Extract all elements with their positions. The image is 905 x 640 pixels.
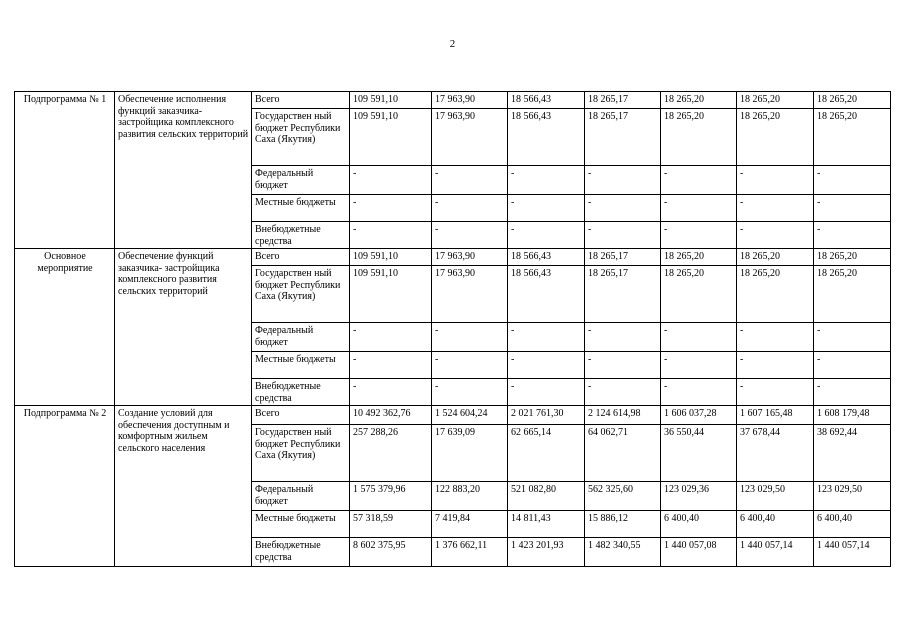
page-number: 2 — [449, 38, 456, 50]
amount-cell: 15 886,12 — [585, 511, 661, 538]
amount-cell: - — [508, 379, 585, 406]
program-description: Обеспечение функций заказчика- застройщика комплексного развития сельских территорий — [115, 249, 252, 406]
amount-cell: 18 265,20 — [814, 266, 891, 323]
amount-cell: 37 678,44 — [737, 425, 814, 482]
amount-cell: 6 400,40 — [737, 511, 814, 538]
amount-cell: 1 376 662,11 — [432, 538, 508, 567]
amount-cell: 18 265,20 — [661, 266, 737, 323]
amount-cell: 6 400,40 — [814, 511, 891, 538]
amount-cell: 1 524 604,24 — [432, 406, 508, 425]
amount-cell: - — [737, 323, 814, 352]
amount-cell: - — [737, 195, 814, 222]
amount-cell: - — [814, 323, 891, 352]
amount-cell: - — [508, 195, 585, 222]
budget-table — [14, 91, 891, 567]
amount-cell: 1 423 201,93 — [508, 538, 585, 567]
amount-cell: - — [432, 166, 508, 195]
table-row — [15, 92, 891, 109]
amount-cell: 2 021 761,30 — [508, 406, 585, 425]
amount-cell: 123 029,50 — [737, 482, 814, 511]
amount-cell: 109 591,10 — [350, 266, 432, 323]
amount-cell: - — [508, 352, 585, 379]
amount-cell: 18 265,20 — [737, 109, 814, 166]
amount-cell: - — [814, 166, 891, 195]
amount-cell: 18 566,43 — [508, 109, 585, 166]
amount-cell: 18 265,20 — [737, 266, 814, 323]
amount-cell: 38 692,44 — [814, 425, 891, 482]
amount-cell: - — [585, 323, 661, 352]
amount-cell: 10 492 362,76 — [350, 406, 432, 425]
amount-cell: 18 265,17 — [585, 249, 661, 266]
amount-cell: - — [350, 379, 432, 406]
funding-source: Внебюджетные средства — [252, 379, 350, 406]
amount-cell: - — [585, 195, 661, 222]
amount-cell: 18 265,20 — [661, 92, 737, 109]
funding-source: Государствен ный бюджет Республики Саха (Якутия) — [252, 425, 350, 482]
funding-source: Всего — [252, 249, 350, 266]
amount-cell: - — [432, 195, 508, 222]
program-description: Создание условий для обеспечения доступным и комфортным жильем сельского населения — [115, 406, 252, 567]
funding-source: Внебюджетные средства — [252, 538, 350, 567]
amount-cell: - — [350, 323, 432, 352]
amount-cell: 1 575 379,96 — [350, 482, 432, 511]
amount-cell: 1 440 057,08 — [661, 538, 737, 567]
amount-cell: - — [432, 352, 508, 379]
amount-cell: - — [432, 323, 508, 352]
amount-cell: 18 566,43 — [508, 249, 585, 266]
amount-cell: 1 607 165,48 — [737, 406, 814, 425]
amount-cell: 123 029,50 — [814, 482, 891, 511]
amount-cell: - — [814, 222, 891, 249]
amount-cell: - — [508, 222, 585, 249]
amount-cell: 122 883,20 — [432, 482, 508, 511]
amount-cell: - — [350, 166, 432, 195]
amount-cell: 18 265,20 — [661, 109, 737, 166]
amount-cell: 521 082,80 — [508, 482, 585, 511]
amount-cell: 18 265,20 — [737, 92, 814, 109]
amount-cell: 1 440 057,14 — [737, 538, 814, 567]
amount-cell: 17 963,90 — [432, 92, 508, 109]
amount-cell: 8 602 375,95 — [350, 538, 432, 567]
table-row — [15, 406, 891, 425]
amount-cell: - — [814, 352, 891, 379]
amount-cell: 14 811,43 — [508, 511, 585, 538]
amount-cell: 1 440 057,14 — [814, 538, 891, 567]
amount-cell: 18 265,20 — [814, 109, 891, 166]
amount-cell: - — [508, 323, 585, 352]
amount-cell: - — [585, 166, 661, 195]
amount-cell: 7 419,84 — [432, 511, 508, 538]
program-description: Обеспечение исполнения функций заказчика- застройщика комплексного развития сельских территорий — [115, 92, 252, 249]
amount-cell: - — [350, 195, 432, 222]
table-row — [15, 249, 891, 266]
amount-cell: 18 265,20 — [661, 249, 737, 266]
funding-source: Местные бюджеты — [252, 195, 350, 222]
amount-cell: 562 325,60 — [585, 482, 661, 511]
program-name: Подпрограмма № 2 — [15, 406, 115, 567]
amount-cell: - — [585, 352, 661, 379]
amount-cell: 17 963,90 — [432, 266, 508, 323]
program-name: Подпрограмма № 1 — [15, 92, 115, 249]
program-name: Основное мероприятие — [15, 249, 115, 406]
amount-cell: - — [585, 222, 661, 249]
amount-cell: 18 566,43 — [508, 92, 585, 109]
funding-source: Всего — [252, 92, 350, 109]
amount-cell: - — [350, 352, 432, 379]
amount-cell: - — [661, 352, 737, 379]
amount-cell: - — [350, 222, 432, 249]
amount-cell: 2 124 614,98 — [585, 406, 661, 425]
amount-cell: 18 265,17 — [585, 92, 661, 109]
amount-cell: 62 665,14 — [508, 425, 585, 482]
funding-source: Местные бюджеты — [252, 352, 350, 379]
amount-cell: 1 606 037,28 — [661, 406, 737, 425]
amount-cell: - — [432, 379, 508, 406]
amount-cell: - — [661, 323, 737, 352]
amount-cell: - — [737, 166, 814, 195]
amount-cell: 18 265,20 — [814, 92, 891, 109]
funding-source: Внебюджетные средства — [252, 222, 350, 249]
amount-cell: - — [585, 379, 661, 406]
amount-cell: - — [432, 222, 508, 249]
amount-cell: 1 482 340,55 — [585, 538, 661, 567]
amount-cell: 17 639,09 — [432, 425, 508, 482]
amount-cell: 17 963,90 — [432, 109, 508, 166]
amount-cell: 17 963,90 — [432, 249, 508, 266]
funding-source: Государствен ный бюджет Республики Саха (Якутия) — [252, 266, 350, 323]
amount-cell: - — [508, 166, 585, 195]
amount-cell: - — [737, 352, 814, 379]
amount-cell: 18 265,17 — [585, 266, 661, 323]
funding-source: Федеральный бюджет — [252, 166, 350, 195]
amount-cell: 6 400,40 — [661, 511, 737, 538]
amount-cell: - — [661, 379, 737, 406]
amount-cell: - — [661, 195, 737, 222]
amount-cell: 18 265,20 — [737, 249, 814, 266]
amount-cell: - — [737, 379, 814, 406]
funding-source: Местные бюджеты — [252, 511, 350, 538]
amount-cell: 64 062,71 — [585, 425, 661, 482]
amount-cell: - — [814, 379, 891, 406]
amount-cell: 109 591,10 — [350, 249, 432, 266]
amount-cell: 18 566,43 — [508, 266, 585, 323]
amount-cell: - — [737, 222, 814, 249]
amount-cell: - — [661, 222, 737, 249]
amount-cell: - — [661, 166, 737, 195]
amount-cell: 57 318,59 — [350, 511, 432, 538]
amount-cell: - — [814, 195, 891, 222]
amount-cell: 123 029,36 — [661, 482, 737, 511]
amount-cell: 18 265,20 — [814, 249, 891, 266]
amount-cell: 1 608 179,48 — [814, 406, 891, 425]
amount-cell: 36 550,44 — [661, 425, 737, 482]
funding-source: Федеральный бюджет — [252, 482, 350, 511]
funding-source: Всего — [252, 406, 350, 425]
funding-source: Государствен ный бюджет Республики Саха (Якутия) — [252, 109, 350, 166]
amount-cell: 257 288,26 — [350, 425, 432, 482]
amount-cell: 109 591,10 — [350, 109, 432, 166]
funding-source: Федеральный бюджет — [252, 323, 350, 352]
amount-cell: 18 265,17 — [585, 109, 661, 166]
amount-cell: 109 591,10 — [350, 92, 432, 109]
